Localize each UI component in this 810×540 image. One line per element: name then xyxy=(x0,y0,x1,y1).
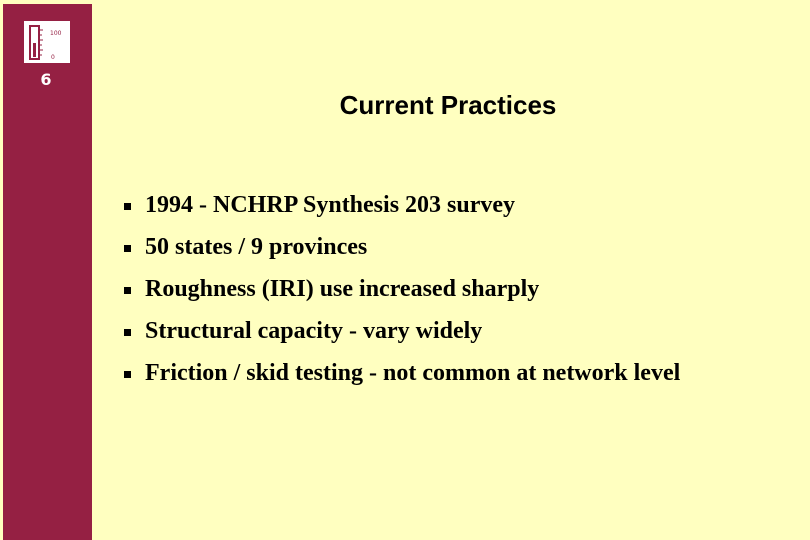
bullet-text: Roughness (IRI) use increased sharply xyxy=(145,276,540,302)
slide-title: Current Practices xyxy=(339,90,557,120)
bullet-text: Structural capacity - vary widely xyxy=(145,318,483,344)
bullet-item xyxy=(124,356,724,390)
bullet-marker-icon xyxy=(124,245,131,252)
sidebar xyxy=(3,4,92,540)
logo-min-label: 0 xyxy=(51,54,55,61)
slide-number: 6 xyxy=(40,70,52,89)
bullet-marker-icon xyxy=(124,287,131,294)
bullet-item xyxy=(124,230,724,264)
bullet-marker-icon xyxy=(124,203,131,210)
bullet-text: 1994 - NCHRP Synthesis 203 survey xyxy=(145,192,516,218)
bullet-item xyxy=(124,188,724,222)
bullet-marker-icon xyxy=(124,329,131,336)
thermometer-gauge-icon xyxy=(24,21,70,63)
bullet-list xyxy=(124,188,724,398)
bullet-item xyxy=(124,272,724,306)
bullet-item xyxy=(124,314,724,348)
bullet-text: 50 states / 9 provinces xyxy=(145,234,368,260)
logo-max-label: 100 xyxy=(50,30,62,37)
bullet-text: Friction / skid testing - not common at network level xyxy=(145,360,681,386)
bullet-marker-icon xyxy=(124,371,131,378)
